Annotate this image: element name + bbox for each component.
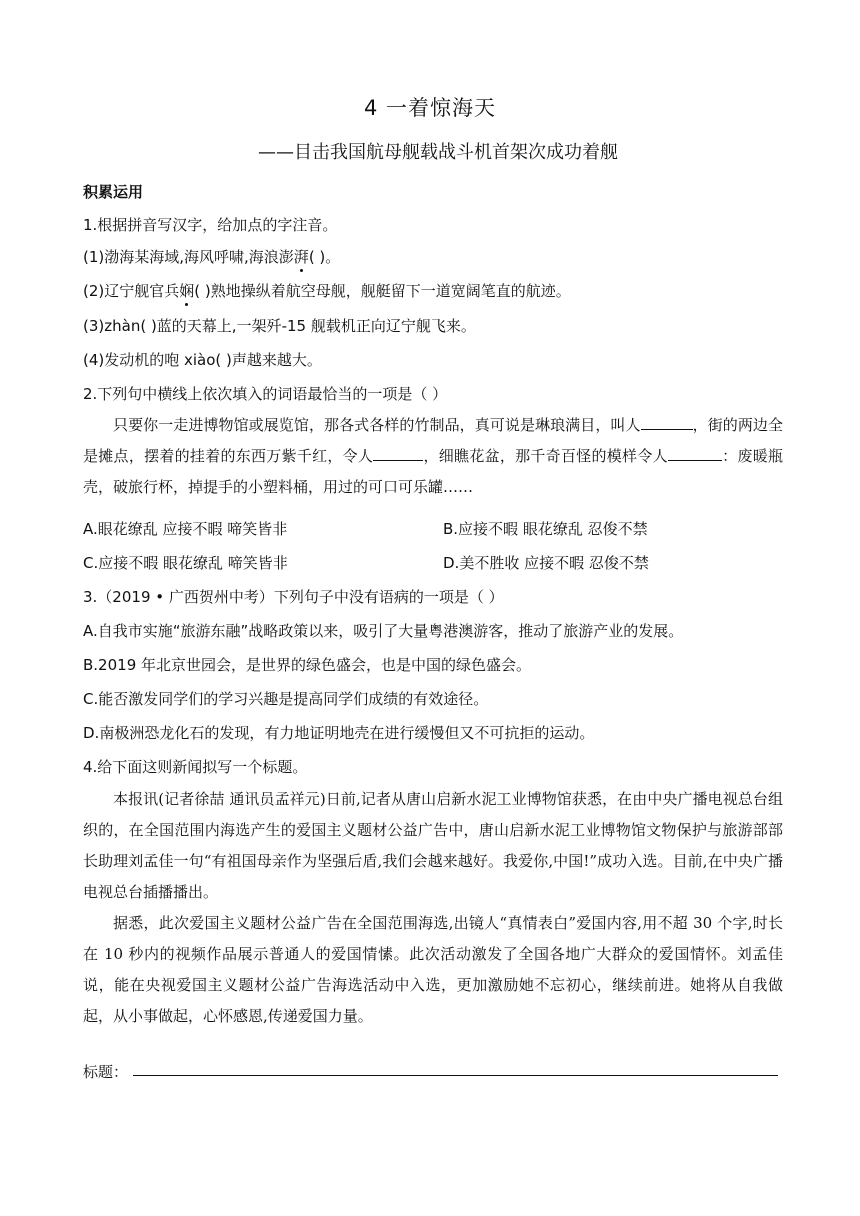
q1-item-2-pre: (2)辽宁舰官兵 — [83, 282, 180, 300]
q2-option-b: B.应接不暇 眼花缭乱 忍俊不禁 — [443, 520, 648, 538]
q2-option-d: D.美不胜收 应接不暇 忍俊不禁 — [443, 554, 649, 572]
q4-news-paragraph-2: 据悉，此次爱国主义题材公益广告在全国范围海选,出镜人“真情表白”爱国内容,用不超 30 个字,时长在 10 秒内的视频作品展示普通人的爱国情愫。此次活动激发了全国各地广大群众的爱国情怀。刘孟佳说，能在央视爱国主义题材公益广告海选活动中入选，更加激励她不忘初心，继续前进。她将从自我做起，从小事做起，心怀感恩,传递爱国力量。 — [83, 914, 783, 1025]
q2-passage-part-4: ：废暖瓶壳，破旅行杯，掉提手的小塑料桶，用过的可口可乐罐…… — [83, 447, 783, 496]
q1-item-1-dotted-char: 湃 — [293, 248, 309, 266]
q1-stem: 1.根据拼音写汉字，给加点的字注音。 — [83, 216, 338, 234]
q4-title-answer-line[interactable] — [133, 1075, 778, 1076]
q4-title-label: 标题： — [83, 1063, 129, 1081]
q2-option-a: A.眼花缭乱 应接不暇 啼笑皆非 — [83, 520, 288, 538]
section-heading: 积累运用 — [83, 183, 144, 201]
page-title: 4 一着惊海天 — [363, 96, 497, 120]
q1-item-3: (3)zhàn( )蓝的天幕上,一架歼-15 舰载机正向辽宁舰飞来。 — [83, 317, 476, 335]
q4-news-paragraph-1: 本报讯(记者徐喆 通讯员孟祥元)日前,记者从唐山启新水泥工业博物馆获悉，在由中央广播电视总台组织的，在全国范围内海选产生的爱国主义题材公益广告中，唐山启新水泥工业博物馆文物保护与旅游部部长助理刘孟佳一句“有祖国母亲作为坚强后盾,我们会越来越好。我爱你,中国!”成功入选。目前,在中央广播电视总台插播播出。 — [83, 790, 783, 901]
q3-stem: 3.（2019 • 广西贺州中考）下列句子中没有语病的一项是（ ） — [83, 588, 504, 606]
q3-option-b: B.2019 年北京世园会，是世界的绿色盛会，也是中国的绿色盛会。 — [83, 656, 532, 674]
q2-option-c: C.应接不暇 眼花缭乱 啼笑皆非 — [83, 554, 288, 572]
page-subtitle: ——目击我国航母舰载战斗机首架次成功着舰 — [258, 142, 618, 163]
q1-item-1 — [83, 246, 340, 267]
q2-passage-part-1: 只要你一走进博物馆或展览馆，那各式各样的竹制品，真可说是琳琅满目，叫人 — [113, 416, 641, 434]
q2-passage-part-2: ，街的两边全是摊点，摆着的挂着的东西万紫千红，令人 — [83, 416, 783, 465]
q3-option-a: A.自我市实施“旅游东融”战略政策以来，吸引了大量粤港澳游客，推动了旅游产业的发展。 — [83, 622, 684, 640]
q3-option-c: C.能否激发同学们的学习兴趣是提高同学们成绩的有效途径。 — [83, 690, 489, 708]
q4-stem: 4.给下面这则新闻拟写一个标题。 — [83, 758, 308, 776]
q1-item-2 — [83, 280, 571, 301]
q1-item-2-dotted-char: 娴 — [179, 282, 195, 300]
q1-item-1-post: ( )。 — [308, 248, 341, 266]
q2-passage — [83, 410, 783, 503]
q2-blank-1[interactable] — [641, 415, 693, 430]
q3-option-d: D.南极洲恐龙化石的发现，有力地证明地壳在进行缓慢但又不可抗拒的运动。 — [83, 724, 595, 742]
q2-blank-3[interactable] — [668, 446, 722, 461]
q2-stem: 2.下列句中横线上依次填入的词语最恰当的一项是（ ） — [83, 385, 448, 403]
q1-item-4: (4)发动机的咆 xiào( )声越来越大。 — [83, 351, 322, 369]
q2-passage-part-3: ，细瞧花盆，那千奇百怪的模样令人 — [423, 447, 668, 465]
q1-item-1-pre: (1)渤海某海域,海风呼啸,海浪澎 — [83, 248, 294, 266]
q1-item-2-post: ( )熟地操纵着航空母舰，舰艇留下一道宽阔笔直的航迹。 — [194, 282, 571, 300]
q2-blank-2[interactable] — [373, 446, 423, 461]
